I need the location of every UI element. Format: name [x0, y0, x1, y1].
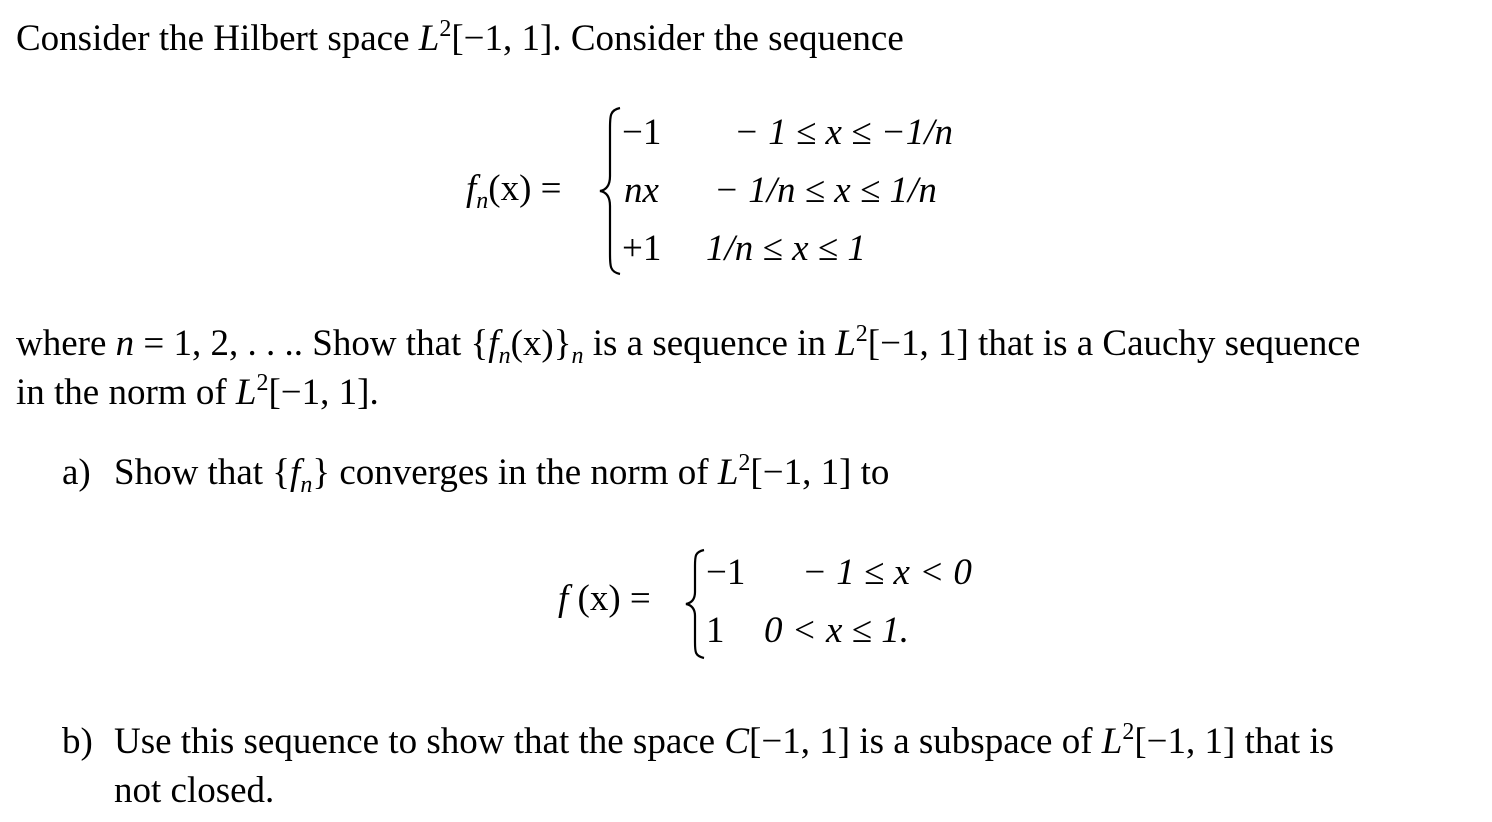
f-left-brace: [684, 548, 708, 660]
fn-subscript-inline: n: [498, 343, 511, 369]
item-a-space-exponent: 2: [738, 450, 751, 476]
space-symbol: L: [418, 18, 440, 59]
n-symbol: n: [115, 323, 135, 364]
item-b-label: b): [62, 721, 93, 762]
fn-lhs: [466, 168, 562, 214]
fn-case-1-condition: − 1 ≤ x ≤ −1/n: [734, 112, 954, 153]
where-middle: is a sequence in: [583, 323, 836, 364]
sequence-index: n: [571, 343, 584, 369]
f-case-2-condition: 0 < x ≤ 1.: [764, 610, 909, 651]
f-case-2-value: 1: [706, 610, 725, 651]
where-text-line-2: [16, 370, 379, 413]
item-a-f-symbol: f: [290, 452, 301, 493]
space-exponent: 2: [439, 16, 452, 42]
space-exponent-inline: 2: [855, 321, 868, 347]
f-case-1-value: −1: [706, 552, 746, 593]
fn-case-1-value: −1: [622, 112, 662, 153]
fn-case-2-value: nx: [624, 170, 659, 211]
item-b-line-2: [114, 772, 274, 809]
item-a: [62, 450, 890, 498]
item-b-text-3: [−1, 1] that is: [1134, 721, 1335, 762]
item-b-space-symbol: L: [1101, 721, 1123, 762]
f-symbol: f: [558, 578, 569, 619]
item-b-text-2: [−1, 1] is a subspace of: [749, 721, 1102, 762]
fn-case-3-value: +1: [622, 228, 662, 269]
item-b: [62, 719, 1335, 762]
intro-suffix: . Consider the sequence: [552, 18, 904, 59]
item-b-text-1: Use this sequence to show that the space: [114, 721, 725, 762]
space-exponent-norm: 2: [256, 370, 269, 396]
norm-interval: [−1, 1].: [268, 372, 379, 413]
f-lhs: [558, 580, 651, 617]
space-symbol-inline: L: [835, 323, 856, 364]
item-a-text-2: } converges in the norm of: [312, 452, 718, 493]
fn-left-brace: [598, 106, 624, 276]
intro-prefix: Consider the Hilbert space: [16, 18, 419, 59]
intro-text: [16, 16, 904, 59]
where-range: = 1, 2, . . .. Show that {: [134, 323, 489, 364]
fn-symbol: f: [466, 168, 477, 209]
f-argument: (x) =: [568, 578, 651, 619]
fn-arg-inline: (x)}: [510, 323, 572, 364]
fn-symbol-inline: f: [488, 323, 499, 364]
space-symbol-norm: L: [235, 372, 257, 413]
fn-case-3-condition: 1/n ≤ x ≤ 1: [706, 228, 866, 269]
item-a-text-3: [−1, 1] to: [750, 452, 890, 493]
where-end: [−1, 1] that is a Cauchy sequence: [867, 323, 1361, 364]
item-a-subscript: n: [300, 472, 313, 498]
where-word: where: [16, 323, 116, 364]
norm-phrase: in the norm of: [16, 372, 236, 413]
f-case-1-condition: − 1 ≤ x < 0: [802, 552, 972, 593]
item-b-space-exponent: 2: [1122, 719, 1135, 745]
item-a-label: a): [62, 452, 91, 493]
item-a-text-1: Show that {: [114, 452, 291, 493]
fn-argument: (x) =: [488, 168, 562, 209]
item-a-space-symbol: L: [717, 452, 739, 493]
where-text-line-1: [16, 321, 1361, 369]
c-space-symbol: C: [724, 721, 750, 762]
fn-subscript: n: [476, 188, 489, 214]
space-interval: [−1, 1]: [451, 18, 553, 59]
fn-case-2-condition: − 1/n ≤ x ≤ 1/n: [714, 170, 937, 211]
item-b-text-4: not closed.: [114, 770, 275, 811]
